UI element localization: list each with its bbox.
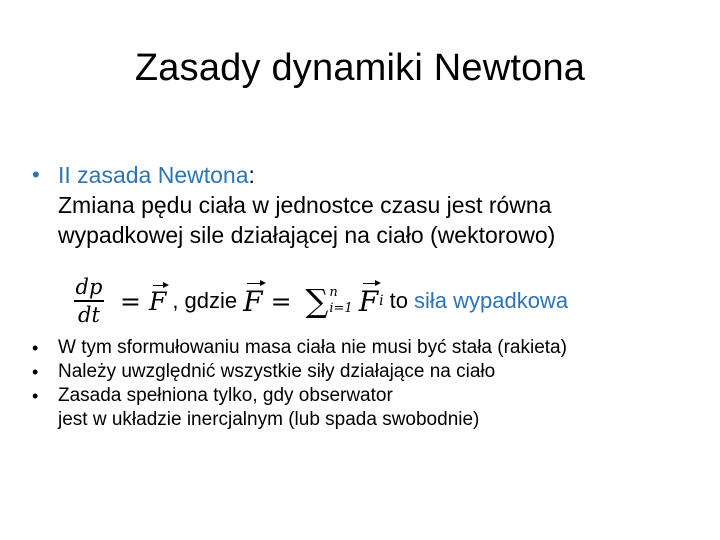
main-bullet-text	[58, 160, 700, 250]
list-item	[30, 384, 710, 432]
bullet-list	[30, 336, 710, 432]
index-i: i	[379, 293, 384, 309]
bullet-dot-icon: •	[32, 386, 39, 406]
list-item	[30, 360, 710, 384]
principle-heading: II zasada Newtona	[58, 162, 249, 188]
principle-line-1: Zmiana pędu ciała w jednostce czasu jest równa	[58, 192, 552, 218]
summation-limits	[329, 285, 352, 317]
lower-limit: i=1	[329, 301, 353, 316]
sigma-icon: ∑	[305, 282, 329, 320]
bullet-dot-icon: •	[32, 338, 39, 358]
gdzie-text: , gdzie	[172, 288, 238, 313]
fraction-bar	[74, 300, 104, 302]
numerator-dp: dp	[75, 275, 103, 300]
force-vector-2: F	[243, 284, 263, 318]
list-item	[30, 336, 710, 360]
to-text: to	[389, 288, 408, 313]
bullet-dot-icon: •	[32, 362, 39, 382]
slide-title: Zasady dynamiki Newtona	[134, 47, 586, 89]
equals-sign-2: =	[270, 286, 292, 316]
newton-second-law-formula	[74, 272, 568, 330]
main-bullet	[30, 160, 700, 250]
summation	[306, 282, 353, 320]
upper-limit: n	[329, 285, 338, 300]
main-bullet-row	[30, 160, 700, 250]
principle-colon: :	[248, 162, 255, 188]
equals-sign: =	[120, 286, 141, 316]
force-vector: F	[148, 286, 167, 316]
bullet-dot-icon: •	[32, 162, 40, 187]
resultant-force-label: siła wypadkowa	[413, 288, 569, 313]
list-item-text: Zasada spełniona tylko, gdy obserwator	[58, 385, 393, 406]
force-i-vector: F	[358, 284, 379, 318]
list-item-text: W tym sformułowaniu masa ciała nie musi być stała (rakieta)	[58, 337, 567, 358]
list-item-text: Należy uwzględnić wszystkie siły działające na ciało	[58, 361, 496, 382]
denominator-dt: dt	[78, 302, 100, 327]
derivative-fraction	[74, 276, 104, 326]
list-item-text-2: jest w układzie inercjalnym (lub spada swobodnie)	[58, 409, 480, 430]
principle-line-2: wypadkowej sile działającej na ciało (wektorowo)	[58, 222, 556, 248]
